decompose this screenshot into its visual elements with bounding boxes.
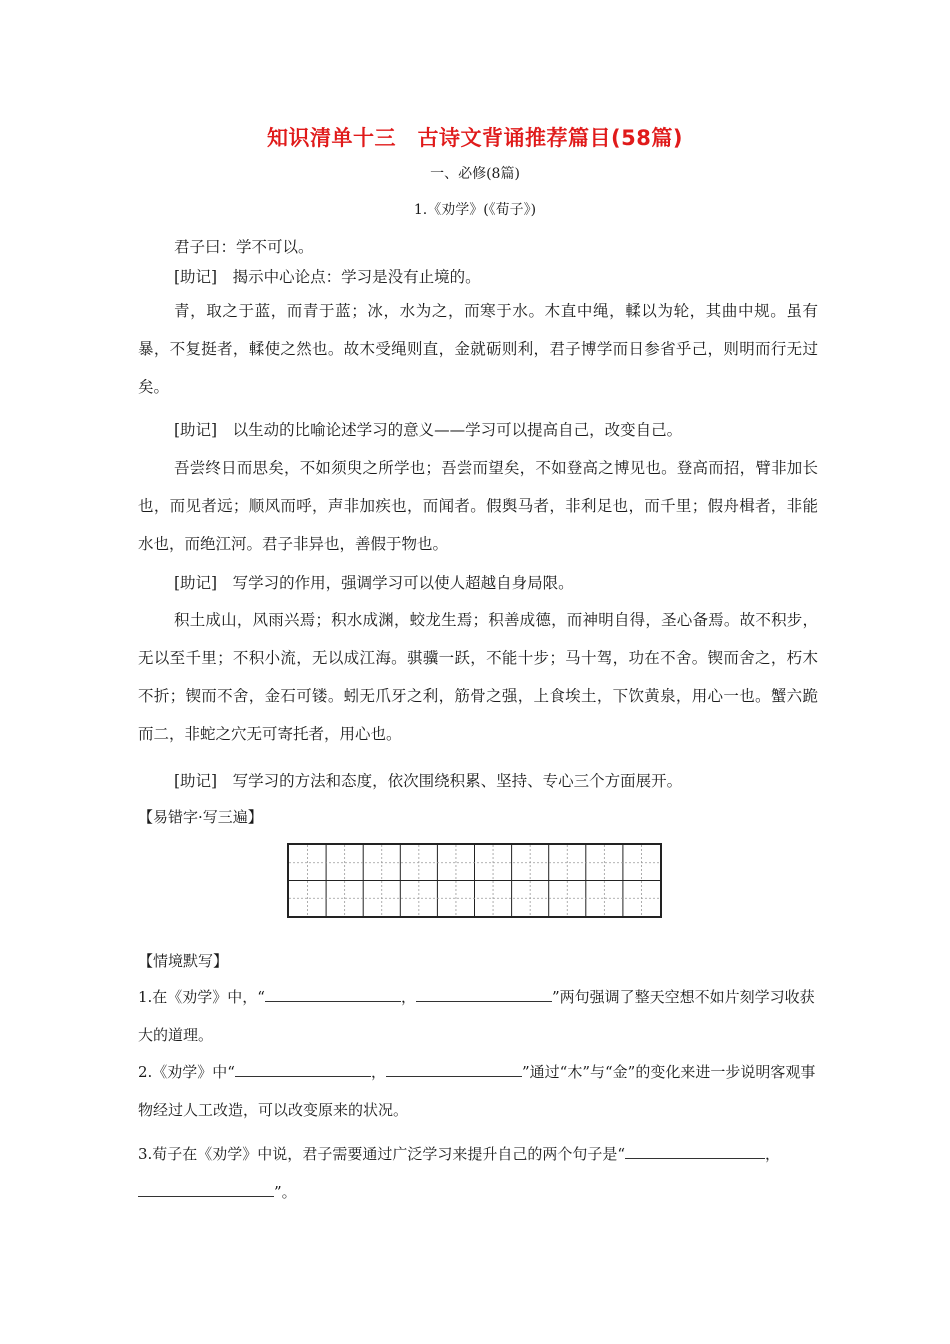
wrong-chars-heading: 【易错字·写三遍】 <box>138 808 263 826</box>
answer-blank[interactable] <box>235 1062 371 1077</box>
piece-title: 1.《劝学》(《荀子》) <box>413 202 537 218</box>
text-paragraph: 吾尝终日而思矣，不如须臾之所学也；吾尝而望矣，不如登高之博见也。登高而招，臂非加长也，而见者远；顺风而呼，声非加疾也，而闻者。假舆马者，非利足也，而千里；假舟楫者，非能水也，而绝江河。君子非异也，善假于物也。 <box>138 459 818 553</box>
answer-blank[interactable] <box>625 1144 765 1159</box>
memory-aid-note: [助记] 写学习的作用，强调学习可以使人超越自身局限。 <box>174 574 574 592</box>
writing-grid[interactable] <box>287 843 662 918</box>
question-3: 3.荀子在《劝学》中说，君子需要通过广泛学习来提升自己的两个句子是“ ，”。 <box>138 1145 780 1201</box>
text-line: 君子曰：学不可以。 <box>174 238 314 256</box>
answer-blank[interactable] <box>386 1062 522 1077</box>
section-heading: 一、必修(8篇) <box>430 166 520 182</box>
memory-aid-note: [助记] 揭示中心论点：学习是没有止境的。 <box>174 268 481 286</box>
page-title: 知识清单十三 古诗文背诵推荐篇目(58篇) <box>267 126 683 150</box>
answer-blank[interactable] <box>138 1182 274 1197</box>
scenario-heading: 【情境默写】 <box>138 952 229 970</box>
answer-blank[interactable] <box>416 987 552 1002</box>
text-paragraph: 青，取之于蓝，而青于蓝；冰，水为之，而寒于水。木直中绳，輮以为轮，其曲中规。虽有暴，不复挺者，輮使之然也。故木受绳则直，金就砺则利，君子博学而日参省乎己，则明而行无过矣。 <box>138 302 818 396</box>
question-2: 2.《劝学》中“ ， ”通过“木”与“金”的变化来进一步说明客观事物经过人工改造，可以改变原来的状况。 <box>138 1063 816 1119</box>
memory-aid-note: [助记] 以生动的比喻论述学习的意义——学习可以提高自己，改变自己。 <box>174 421 683 439</box>
text-paragraph: 积土成山，风雨兴焉；积水成渊，蛟龙生焉；积善成德，而神明自得，圣心备焉。故不积步，无以至千里；不积小流，无以成江海。骐骥一跃，不能十步；马十驾，功在不舍。锲而舍之，朽木不折；锲而不舍，金石可镂。蚓无爪牙之利，筋骨之强，上食埃土，下饮黄泉，用心一也。蟹六跪而二，非蛇之穴无可寄托者，用心也。 <box>138 611 818 743</box>
memory-aid-note: [助记] 写学习的方法和态度，依次围绕积累、坚持、专心三个方面展开。 <box>174 772 683 790</box>
question-1: 1.在《劝学》中，“ ， ”两句强调了整天空想不如片刻学习收获大的道理。 <box>138 988 815 1044</box>
answer-blank[interactable] <box>265 987 401 1002</box>
